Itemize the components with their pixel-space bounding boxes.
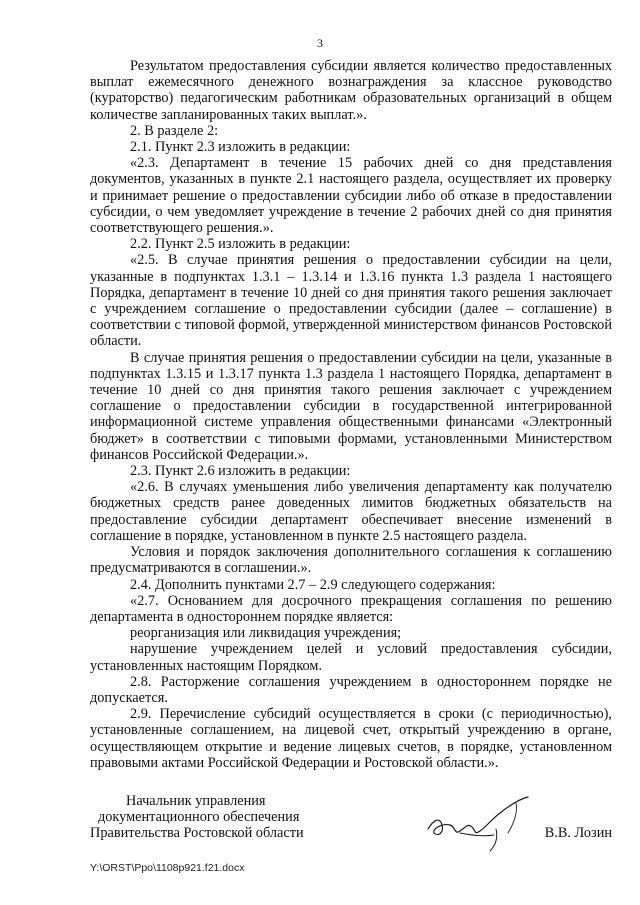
signature-block [90,793,612,853]
paragraph: В случае принятия решения о предоставлении субсидии на цели, указанные в подпунктах 1.3.15 и 1.3.17 пункта 1.3 раздела 1 настоящего Порядка, департамент в течение 10 дней со дня принятия такого решения заключает с учреждением соглашение о предоставлении субсидии в государственной интегрированной информационной системе управления общественными финансами «Электронный бюджет» в соответствии с типовыми формами, установленными Министерством финансов Российской Федерации.». [90,349,612,463]
document-body [90,58,612,771]
paragraph: Результатом предоставления субсидии является количество предоставленных выплат ежемесячного денежного вознаграждения за классное руководство (кураторство) педагогическим работникам образовательных организаций в общем количестве запланированных таких выплат.». [90,58,612,123]
paragraph: «2.7. Основанием для досрочного прекращения соглашения по решению департамента в одностороннем порядке является: [90,592,612,625]
handwritten-signature [420,789,550,859]
paragraph: «2.3. Департамент в течение 15 рабочих дней со дня представления документов, указанных в пункте 2.1 настоящего раздела, осуществляет их проверку и принимает решение о предоставлении субсидии либо об отказе в предоставлении субсидии, о чем уведомляет учреждение в течение 2 рабочих дней со дня принятия соответствующего решения.». [90,155,612,237]
paragraph: «2.5. В случае принятия решения о предоставлении субсидии на цели, указанные в подпунктах 1.3.1 – 1.3.14 и 1.3.16 пункта 1.3 раздела 1 настоящего Порядка, департамент в течение 10 дней со дня принятия такого решения заключает с учреждением соглашение о предоставлении субсидии (далее – соглашение) в соответствии с типовой формой, утвержденной министерством финансов Ростовской области. [90,252,612,350]
paragraph: 2.3. Пункт 2.6 изложить в редакции: [130,463,351,480]
page-number: 3 [317,36,323,50]
file-path-footer: Y:\ORST\Ppo\1108p921.f21.docx [90,862,245,874]
paragraph: нарушение учреждением целей и условий предоставления субсидии, установленных настоящим Порядком. [90,641,612,674]
paragraph: 2.8. Расторжение соглашения учреждением в одностороннем порядке не допускается. [90,673,612,706]
paragraph: реорганизация или ликвидация учреждения; [130,625,402,642]
signatory-title-line: документационного обеспечения [98,809,300,826]
signatory-title [90,793,350,842]
signatory-title-line: Начальник управления [126,793,266,809]
paragraph: 2.2. Пункт 2.5 изложить в редакции: [130,236,351,253]
signatory-name: В.В. Лозин [544,825,612,841]
signatory-title-line: Правительства Ростовской области [90,825,304,842]
paragraph: 2.1. Пункт 2.3 изложить в редакции: [130,139,351,156]
paragraph: 2.4. Дополнить пунктами 2.7 – 2.9 следующего содержания: [130,576,496,593]
paragraph: «2.6. В случаях уменьшения либо увеличения департаменту как получателю бюджетных средств ранее доведенных лимитов бюджетных обязательств на предоставление субсидии департамент обеспечивает внесение изменений в соглашение в порядке, установленном в пункте 2.5 настоящего раздела. [90,479,612,544]
paragraph: 2. В разделе 2: [130,122,219,139]
paragraph: Условия и порядок заключения дополнительного соглашения к соглашению предусматриваются в соглашении.». [90,544,612,577]
paragraph: 2.9. Перечисление субсидий осуществляется в сроки (с периодичностью), установленные соглашением, на лицевой счет, открытый учреждению в органе, осуществляющем открытие и ведение лицевых счетов, в порядке, установленном правовыми актами Российской Федерации и Ростовской области.». [90,706,612,771]
